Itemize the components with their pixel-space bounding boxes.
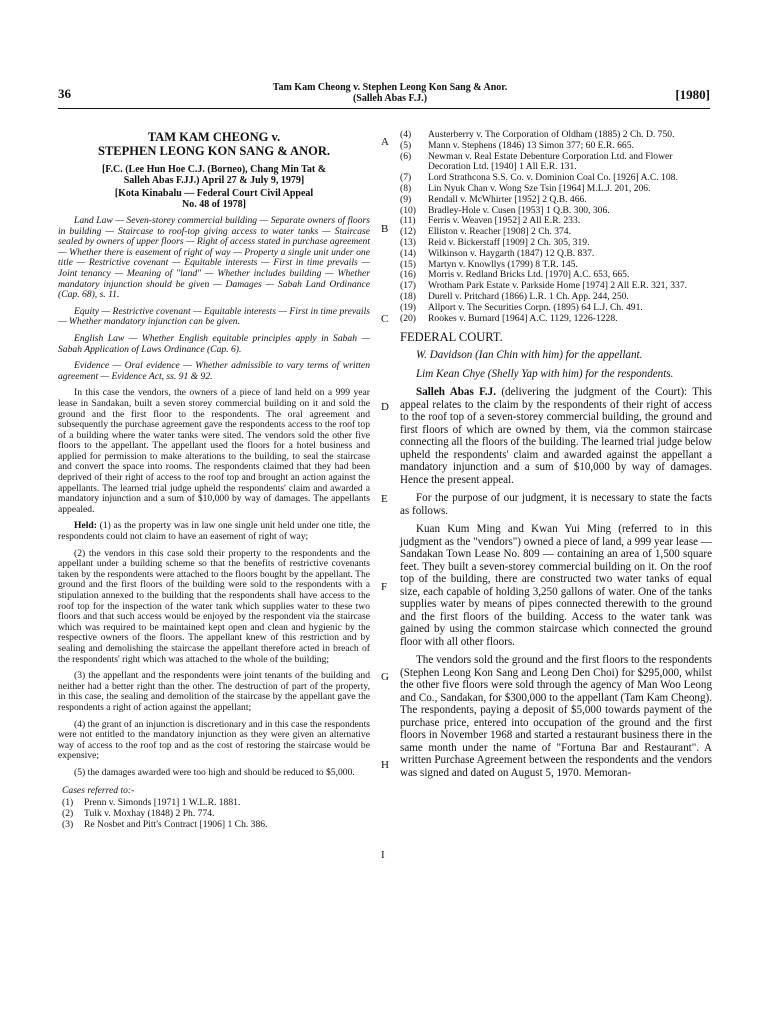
case-text: Wilkinson v. Haygarth (1847) 12 Q.B. 837. xyxy=(428,247,595,259)
judgment-para-4: The vendors sold the ground and the first floors to the respondents (Stephen Leong Kon Sang and Leong Den Choi) for $295,000, whilst the other five floors were sold through the agency of Man Woo Leong and Co., Sandakan, for $300,000 to the appellant (Tam Kam Cheong). The respondents, paying a deposit of $5,000 towards payment of the purchase price, entered into occupation of the ground and the first floors in November 1968 and started a restaurant business there in the same month under the name of "Fortuna Bar and Restaurant". A written Purchase Agreement between the respondents and the vendors was signed and dated on August 5, 1970. Memoran- xyxy=(400,654,712,779)
held-4: (4) the grant of an injunction is discretionary and in this case the respondents were not entitled to the mandatory injunction as they were given an alternative way of access to the roof top and as the cost of restoring the staircase would be expensive; xyxy=(58,718,370,762)
case-number: (4) xyxy=(400,129,412,140)
case-number: (10) xyxy=(400,204,416,216)
appeal-reference-line-2: No. 48 of 1978] xyxy=(182,199,246,210)
margin-letter-f: F xyxy=(381,581,388,593)
case-text: Reid v. Bickerstaff [1909] 2 Ch. 305, 319. xyxy=(428,236,590,248)
case-citation xyxy=(400,249,712,260)
appeal-reference xyxy=(58,188,370,210)
case-text: Allport v. The Securities Corpn. (1895) 64 L.J. Ch. 491. xyxy=(428,301,643,313)
case-citation xyxy=(400,152,712,174)
case-text: Mann v. Stephens (1846) 13 Simon 377; 60 E.R. 665. xyxy=(428,139,634,151)
case-name xyxy=(58,130,370,158)
margin-letter-c: C xyxy=(381,313,389,325)
judge-name: Salleh Abas F.J. xyxy=(416,386,496,399)
case-number: (13) xyxy=(400,236,416,248)
cases-list-left xyxy=(58,797,370,830)
case-number: (14) xyxy=(400,247,416,259)
catchwords-equity: Equity — Restrictive covenant — Equitable interests — First in time prevails — Whether mandatory injunction can be given. xyxy=(58,305,370,328)
judgment-para-3: Kuan Kum Ming and Kwan Yui Ming (referred to in this judgment as the "vendors") owned a piece of land, a 999 year lease — Sandakan Town Lease No. 809 — containing an area of 1,500 square feet. They built a seven-storey commercial building on it. On the roof top of the building, there are constructed two water tanks of equal size, each capable of holding 3,250 gallons of water. One of the tanks supplies water by means of pipes connected therewith to the ground and the first floors of the building. Access to the water tank was gained by using the common staircase which connected the ground floor with all other floors. xyxy=(400,523,712,648)
case-text: Rookes v. Burnard [1964] A.C. 1129, 1226-1228. xyxy=(428,312,618,324)
margin-letter-h: H xyxy=(381,759,389,771)
case-text: Ferris v. Weaven [1952] 2 All E.R. 233. xyxy=(428,215,581,227)
case-text: Elliston v. Reacher [1908] 2 Ch. 374. xyxy=(428,226,571,238)
case-citation xyxy=(400,303,712,314)
case-text: Austerberry v. The Corporation of Oldham (1885) 2 Ch. D. 750. xyxy=(428,129,675,140)
catchwords-evidence: Evidence — Oral evidence — Whether admissible to vary terms of written agreement — Evidence Act, ss. 91 & 92. xyxy=(58,360,370,382)
case-number: (3) xyxy=(62,818,74,830)
judgment-para-1-text: (delivering the judgment of the Court): This appeal relates to the claim by the respondents of their right of access to the roof top of a seven-storey commercial building, the ground and first floors of which are owned by them, via the common staircase connecting all the floors of the building. The learned trial judge below upheld the respondents' claim and awarded against the appellant a mandatory injunction and a sum of $10,000 by way of damages. Hence the present appeal. xyxy=(400,386,712,486)
case-number: (17) xyxy=(400,280,416,292)
judgment-para-1 xyxy=(400,386,712,486)
case-number: (1) xyxy=(62,796,74,808)
page-number: 36 xyxy=(58,86,71,101)
case-text: Durell v. Pritchard (1866) L.R. 1 Ch. App. 244, 250. xyxy=(428,290,629,302)
catchwords-land-law: Land Law — Seven-storey commercial building — Separate owners of floors in building — Staircase to roof-top giving access to water tanks — Staircase sealed by owners of upper floors — Right of access stated in purchase agreement — Whether there is easement of right of way — Property a single unit under one title — Restrictive covenant — Equitable interests — First in time prevails — Joint tenancy — Meaning of "land" — Whether includes building — Whether mandatory injunction should be given — Damages — Sabah Land Ordinance (Cap. 68), s. 11. xyxy=(58,215,370,301)
case-citation xyxy=(58,797,370,808)
cases-list-right xyxy=(400,130,712,324)
case-text: Lin Nyuk Chan v. Wong Sze Tsin [1964] M.L.J. 201, 206. xyxy=(428,182,651,194)
case-number: (6) xyxy=(400,150,412,162)
case-text: Bradley-Hole v. Cusen [1953] 1 Q.B. 300, 306. xyxy=(428,204,610,216)
case-number: (2) xyxy=(62,807,74,819)
case-number: (9) xyxy=(400,193,412,205)
cases-referred-heading: Cases referred to:- xyxy=(62,784,135,796)
margin-letter-i: I xyxy=(381,849,385,861)
running-header-line-2: (Salleh Abas F.J.) xyxy=(352,93,428,104)
case-number: (7) xyxy=(400,172,412,184)
case-citation xyxy=(400,195,712,206)
case-number: (19) xyxy=(400,301,416,313)
held-label: Held: xyxy=(74,520,97,532)
left-column xyxy=(58,124,370,830)
held-1 xyxy=(58,521,370,542)
case-number: (8) xyxy=(400,182,412,194)
case-number: (15) xyxy=(400,258,416,270)
case-name-line-2: STEPHEN LEONG KON SANG & ANOR. xyxy=(98,144,330,158)
held-2: (2) the vendors in this case sold their property to the respondents and the appellant under a building scheme so that the benefits of restrictive covenants taken by the respondents were attached to the floors bought by the appellant. The ground and the first floors of the building were sold to the respondents with a stipulation annexed to the building that the respondents shall have access to the roof top for the inspection of the water tank which supplies water to these two floors and that such access would be enjoyed by the respondent via the staircase which was required to be maintained kept open and clean and hygienic by the respective owners of the floors. The appellant knew of this restriction and by sealing and demolishing the staircase the appellant therefore acted in breach of the respondents' right which was attached to the whole of the building; xyxy=(58,547,370,665)
judgment-para-2: For the purpose of our judgment, it is necessary to state the facts as follows. xyxy=(400,492,712,517)
case-text: Morris v. Redland Bricks Ltd. [1970] A.C. 653, 665. xyxy=(428,269,630,281)
held-5: (5) the damages awarded were too high and should be reduced to $5,000. xyxy=(74,766,355,778)
case-number: (20) xyxy=(400,312,416,324)
margin-letter-e: E xyxy=(381,493,388,505)
case-citation xyxy=(400,314,712,325)
headnote-summary: In this case the vendors, the owners of a piece of land held on a 999 year lease in Sandakan, built a seven storey commercial building on it and sold the ground and the first floor to the respondents. The oral agreement and subsequently the purchase agreement gave the respondents access to the roof top of a building where the water tanks were sited. The vendors sold the other five floors to the appellant. The appellant used the floors for a hotel business and applied for permission to make alterations to the building, to seal the staircase and convert the space into rooms. The respondents claimed that they had been deprived of their right of access to the roof top and brought an action against the appellants. The learned trial judge upheld the respondents' claim and awarded a mandatory injunction and a sum of $10,000 by way of damages. The appellants appealed. xyxy=(58,387,370,515)
report-year: [1980] xyxy=(675,87,710,102)
running-header xyxy=(210,82,570,104)
coram-line-1: [F.C. (Lee Hun Hoe C.J. (Borneo), Chang Min Tat & xyxy=(101,164,327,175)
case-citation xyxy=(400,141,712,152)
case-number: (16) xyxy=(400,269,416,281)
case-number: (11) xyxy=(400,215,416,227)
right-column xyxy=(400,130,712,785)
case-text: Re Nosbet and Pitt's Contract [1906] 1 Ch. 386. xyxy=(84,818,268,830)
margin-letter-g: G xyxy=(381,671,389,683)
margin-letter-b: B xyxy=(381,223,389,235)
counsel-respondents: Lim Kean Chye (Shelly Yap with him) for the respondents. xyxy=(416,367,674,380)
held-3: (3) the appellant and the respondents were joint tenants of the building and neither had a better right than the other. The destruction of part of the property, in this case, the sealing and demolition of the staircase by the appellant gave the respondents a right of action against the appellant; xyxy=(58,670,370,713)
case-citation xyxy=(58,819,370,830)
case-text: Martyn v. Knowllys (1799) 8 T.R. 145. xyxy=(428,258,578,270)
counsel-appellant: W. Davidson (Ian Chin with him) for the appellant. xyxy=(416,349,643,362)
coram-line-2: Salleh Abas F.JJ.) April 27 & July 9, 1979] xyxy=(123,175,305,186)
case-text: Prenn v. Simonds [1971] 1 W.L.R. 1881. xyxy=(84,796,241,808)
case-text: Newman v. Real Estate Debenture Corporation Ltd. and Flower Decoration Ltd. [1940] 1 All E.R. 131. xyxy=(428,150,673,173)
case-text: Lord Strathcona S.S. Co. v. Dominion Coal Co. [1926] A.C. 108. xyxy=(428,172,678,184)
case-name-line-1: TAM KAM CHEONG v. xyxy=(147,130,281,144)
running-header-line-1: Tam Kam Cheong v. Stephen Leong Kon Sang & Anor. xyxy=(272,82,508,93)
margin-letter-d: D xyxy=(381,401,389,413)
catchwords-english-law: English Law — Whether English equitable principles apply in Sabah — Sabah Application of Laws Ordinance (Cap. 6). xyxy=(58,332,370,355)
case-number: (5) xyxy=(400,139,412,151)
held-1-text: (1) as the property was in law one single unit held under one title, the respondents could not claim to have an easement of right of way; xyxy=(58,520,370,543)
federal-court-heading: FEDERAL COURT. xyxy=(400,330,503,345)
case-number: (12) xyxy=(400,226,416,238)
header-rule xyxy=(58,108,710,109)
coram xyxy=(58,164,370,186)
case-citation xyxy=(58,808,370,819)
case-number: (18) xyxy=(400,290,416,302)
case-text: Tulk v. Moxhay (1848) 2 Ph. 774. xyxy=(84,807,215,819)
margin-letter-a: A xyxy=(381,136,389,148)
case-text: Wrotham Park Estate v. Parkside Home [1974] 2 All E.R. 321, 337. xyxy=(428,280,688,292)
appeal-reference-line-1: [Kota Kinabalu — Federal Court Civil Appeal xyxy=(114,188,314,199)
case-text: Rendall v. McWhirter [1952] 2 Q.B. 466. xyxy=(428,193,587,205)
